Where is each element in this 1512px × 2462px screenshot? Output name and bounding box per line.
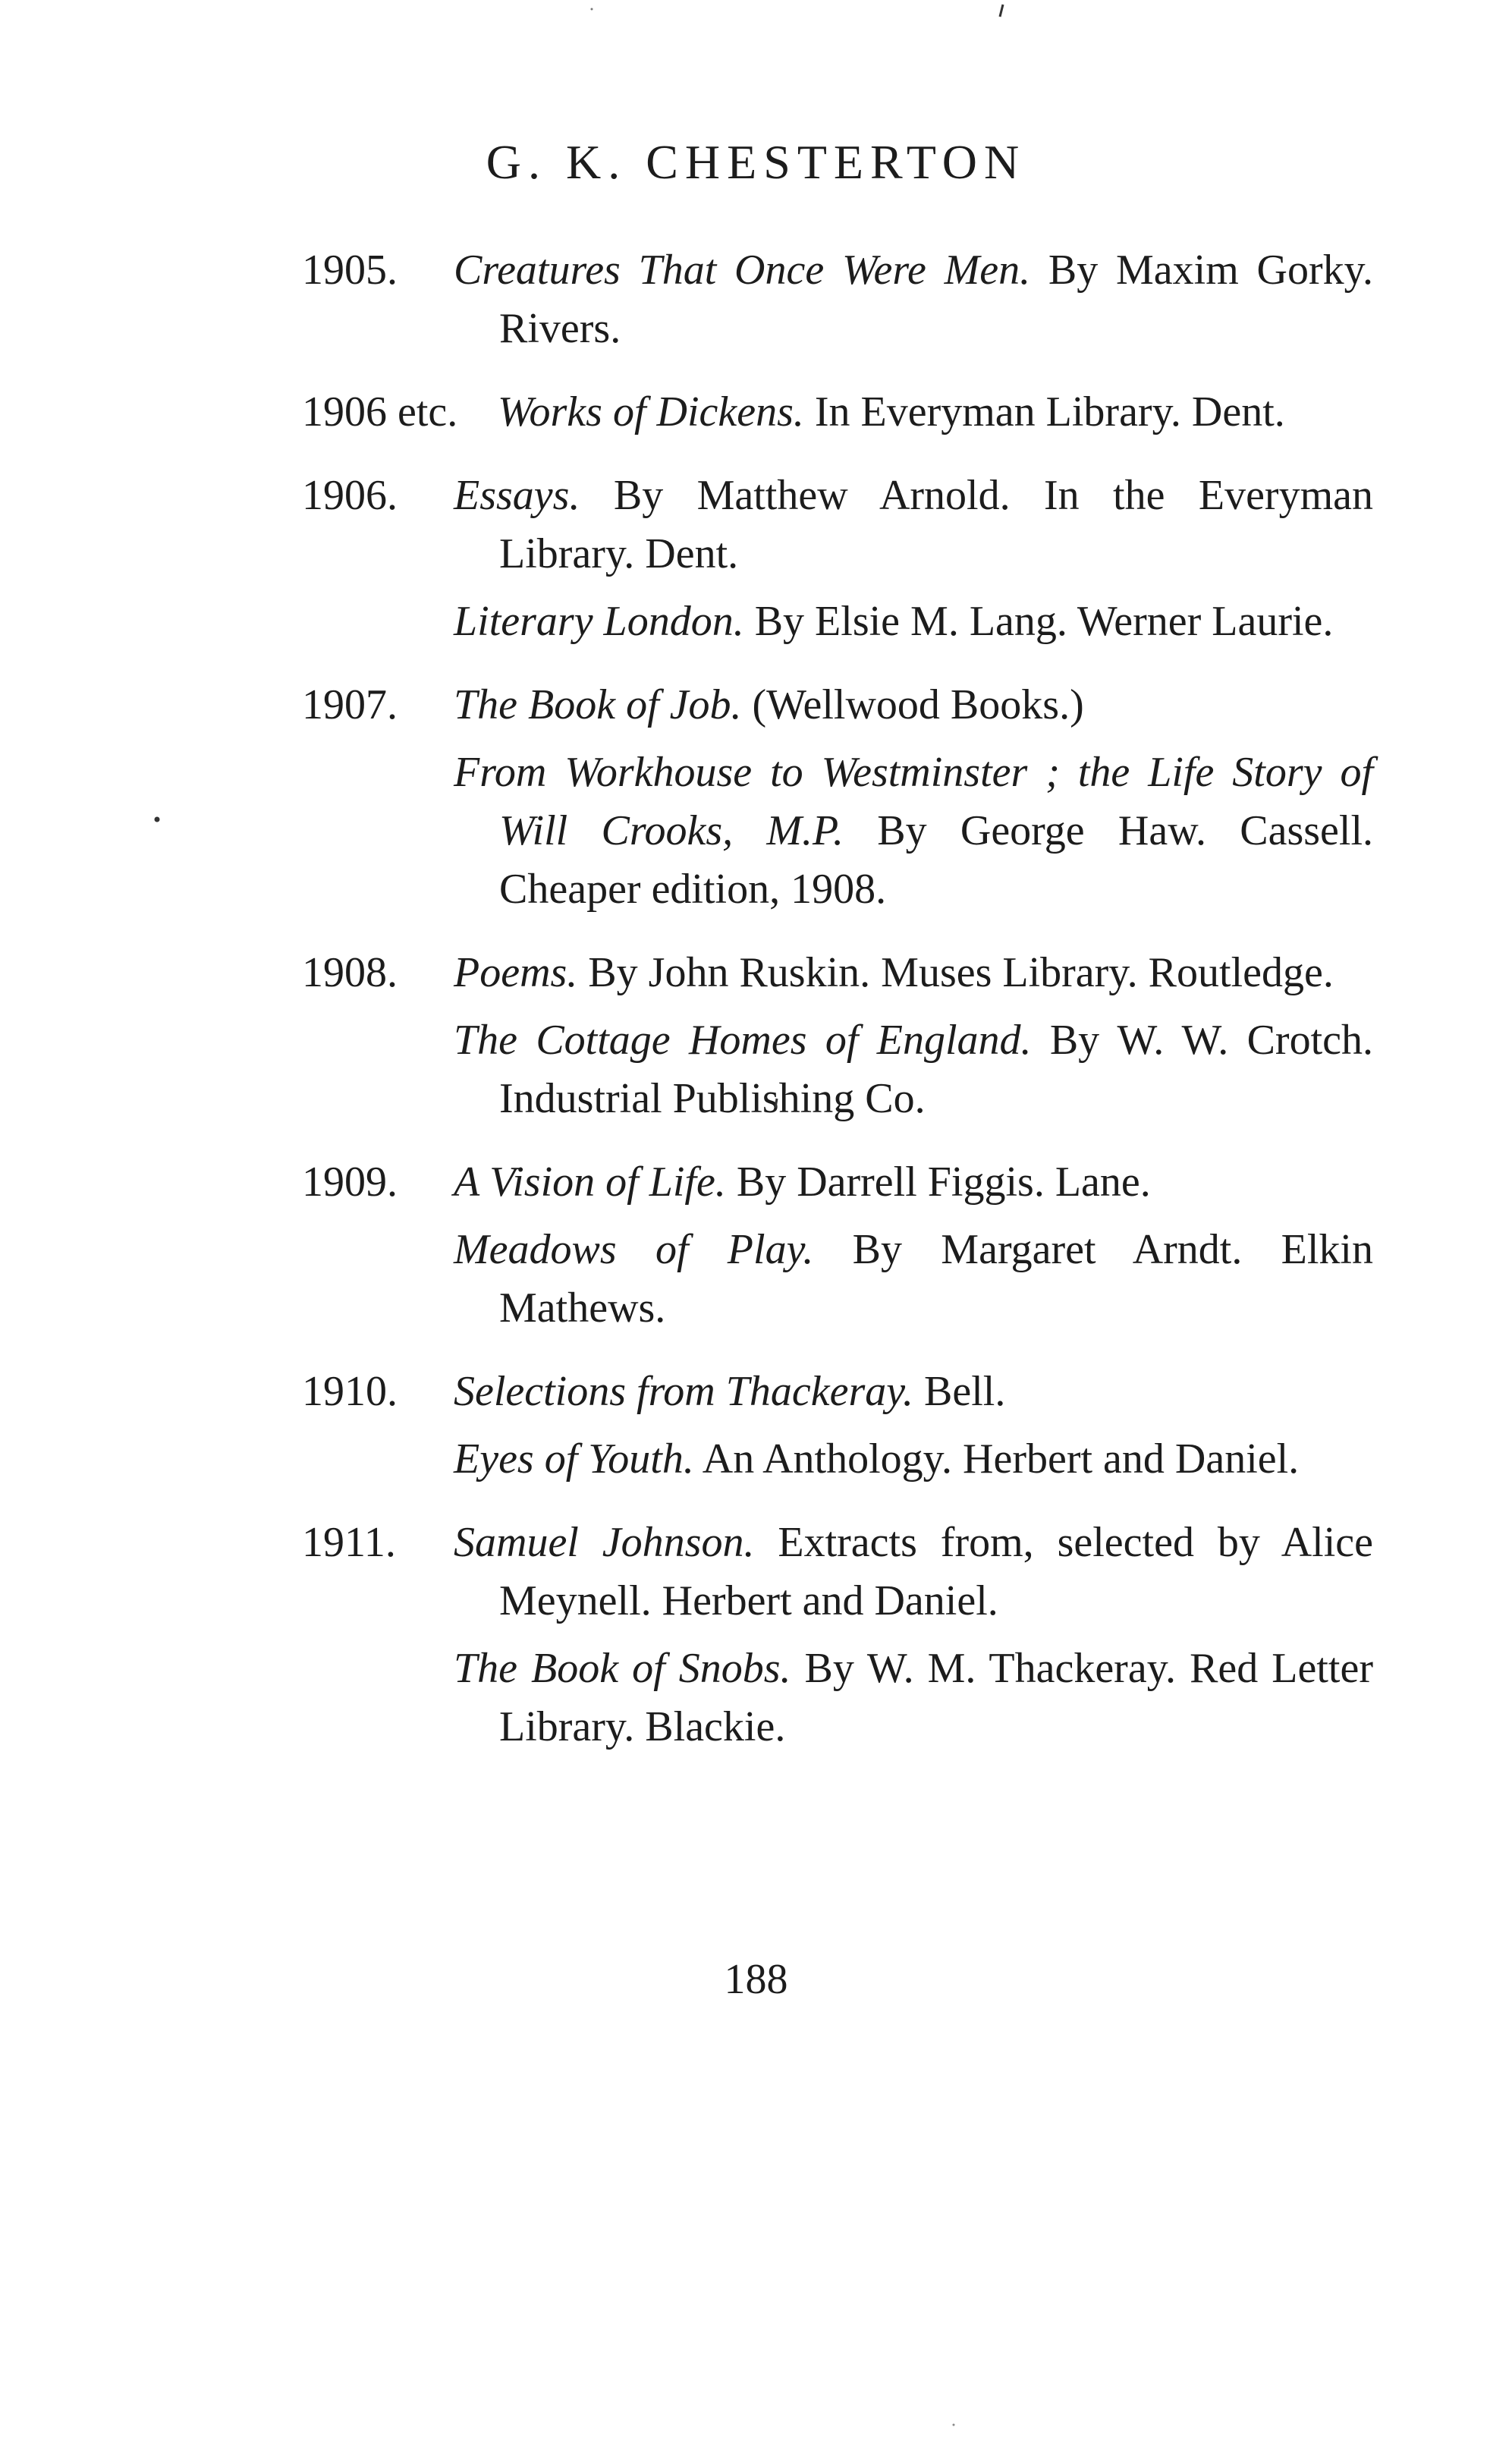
- book-title: Works of Dickens.: [498, 388, 804, 435]
- book-title: Eyes of Youth.: [454, 1435, 694, 1483]
- book-details: By Darrell Figgis. Lane.: [725, 1159, 1151, 1206]
- book-details: Extracts from, selected by Alice Meynell. Herbert and Daniel.: [499, 1519, 1373, 1624]
- book-title: Selections from Thackeray.: [454, 1368, 914, 1415]
- bib-entry: [454, 1363, 1373, 1421]
- book-title: Essays.: [454, 472, 580, 519]
- year-group-1910: [302, 1363, 1373, 1489]
- year-group-1911: [302, 1514, 1373, 1756]
- year-label: 1910.: [302, 1368, 398, 1415]
- running-head: G. K. CHESTERTON: [486, 135, 1026, 189]
- bib-entry: [498, 383, 1373, 442]
- entries: [454, 1153, 1373, 1338]
- bib-entry: [454, 744, 1373, 919]
- year-label: 1905.: [302, 247, 398, 294]
- bib-entry: [454, 1221, 1373, 1338]
- bib-entry: [454, 944, 1373, 1002]
- year-label: 1906 etc.: [302, 388, 458, 435]
- book-details: By Margaret Arndt. Elkin Mathews.: [499, 1226, 1373, 1332]
- book-title: A Vision of Life.: [454, 1159, 726, 1206]
- book-title: Literary London.: [454, 598, 744, 645]
- book-details: By W. W. Crotch. Industrial Publishing Co.: [499, 1017, 1373, 1122]
- entries: [454, 241, 1373, 358]
- book-details: By John Ruskin. Muses Library. Routledge.: [577, 949, 1334, 996]
- book-details: By Matthew Arnold. In the Everyman Library. Dent.: [499, 472, 1373, 577]
- book-details: Bell.: [913, 1368, 1006, 1415]
- book-title: Meadows of Play.: [454, 1226, 814, 1273]
- year-group-1909: [302, 1153, 1373, 1338]
- entries: [454, 676, 1373, 919]
- speck-mark: [591, 8, 593, 11]
- book-details: By W. M. Thackeray. Red Letter Library. Blackie.: [499, 1645, 1373, 1750]
- year-label: 1911.: [302, 1519, 396, 1566]
- bib-entry: [454, 1011, 1373, 1128]
- entries: [498, 383, 1373, 442]
- speck-mark: [953, 2424, 955, 2426]
- year-label: 1906.: [302, 472, 398, 519]
- bib-entry: [454, 593, 1373, 651]
- entries: [454, 1363, 1373, 1489]
- bibliography-list: [302, 241, 1373, 1781]
- year-label: 1907.: [302, 681, 398, 728]
- book-details: An Anthology. Herbert and Daniel.: [693, 1435, 1300, 1483]
- year-group-1906: [302, 467, 1373, 651]
- speck-mark: [155, 817, 160, 822]
- bib-entry: [454, 1640, 1373, 1756]
- year-label: 1909.: [302, 1159, 398, 1206]
- book-details: By George Haw. Cassell. Cheaper edition, 1908.: [499, 807, 1373, 913]
- entries: [454, 944, 1373, 1128]
- book-title: Creatures That Once Were Men.: [454, 247, 1031, 294]
- bib-entry: [454, 1430, 1373, 1489]
- book-details: (Wellwood Books.): [741, 681, 1084, 728]
- year-group-1907: [302, 676, 1373, 919]
- book-title: Poems.: [454, 949, 578, 996]
- book-title: The Book of Snobs.: [454, 1645, 791, 1692]
- year-group-1905: [302, 241, 1373, 358]
- bib-entry: [454, 241, 1373, 358]
- bib-entry: [454, 1514, 1373, 1630]
- entries: [454, 1514, 1373, 1756]
- book-title: Samuel Johnson.: [454, 1519, 755, 1566]
- book-title: From Workhouse to Westminster ; the Life Story of Will Crooks, M.P.: [454, 749, 1373, 854]
- entries: [454, 467, 1373, 651]
- bib-entry: [454, 676, 1373, 734]
- speck-mark: [1000, 5, 1003, 17]
- bib-entry: [454, 467, 1373, 583]
- year-group-1906-etc: [302, 383, 1373, 442]
- book-title: The Book of Job.: [454, 681, 742, 728]
- book-details: By Elsie M. Lang. Werner Laurie.: [743, 598, 1334, 645]
- year-group-1908: [302, 944, 1373, 1128]
- bib-entry: [454, 1153, 1373, 1212]
- page-number: 188: [724, 1956, 788, 2003]
- book-details: By Maxim Gorky. Rivers.: [499, 247, 1373, 352]
- book-title: The Cottage Homes of England.: [454, 1017, 1032, 1064]
- book-details: In Everyman Library. Dent.: [803, 388, 1285, 435]
- year-label: 1908.: [302, 949, 398, 996]
